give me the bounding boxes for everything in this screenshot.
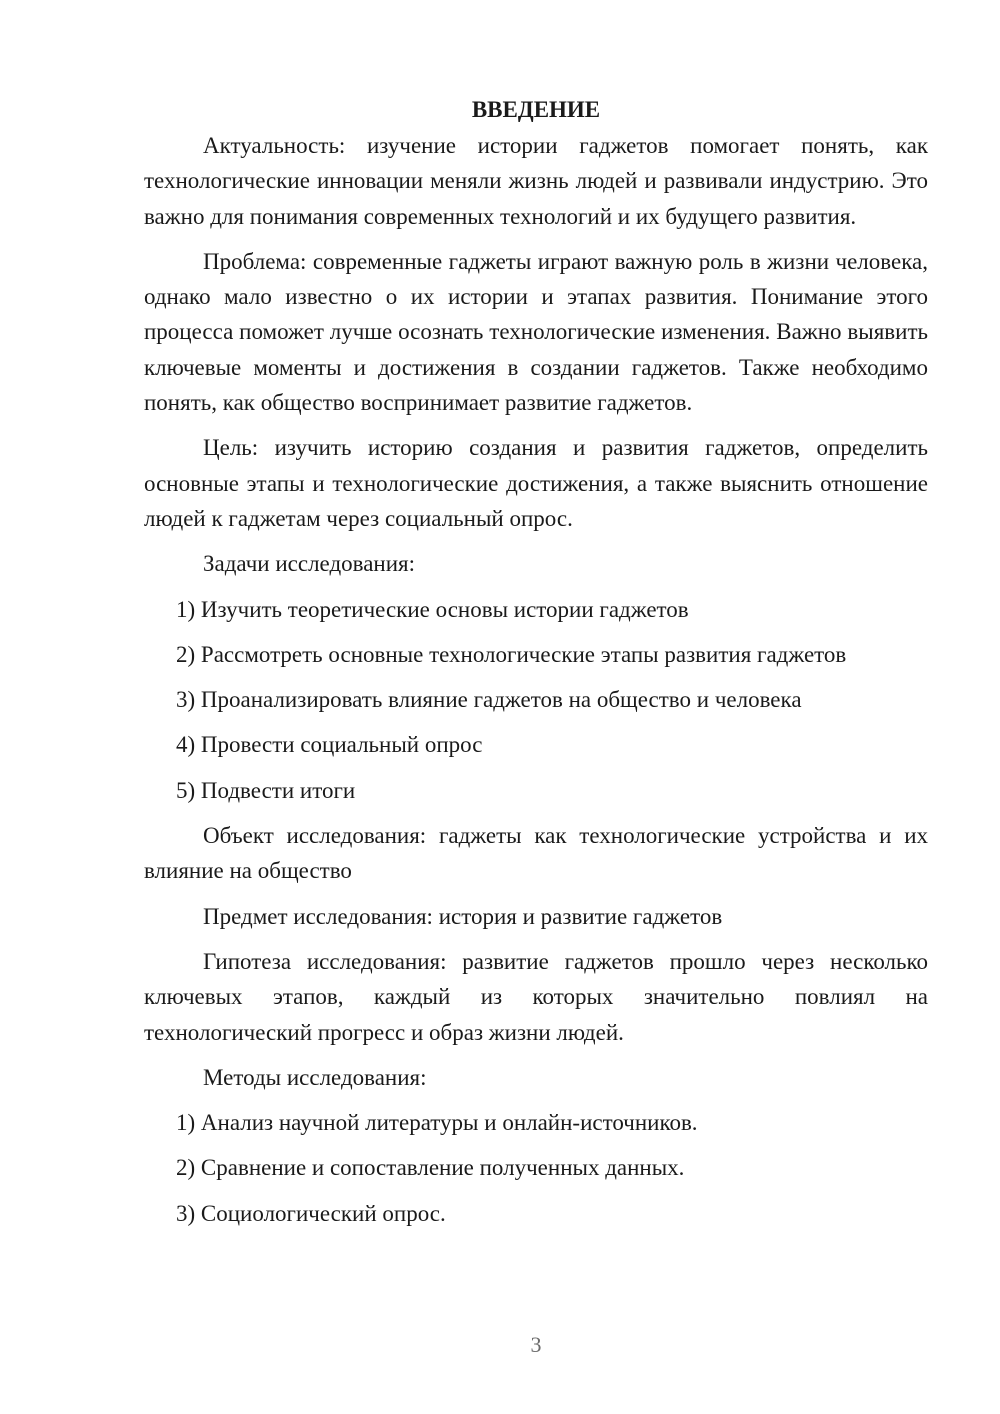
page-number: 3 [530,1332,542,1357]
list-item: 1) Изучить теоретические основы истории гаджетов [176,596,689,622]
relevance-paragraph: Актуальность: изучение истории гаджетов помогает понять, как технологические инновации меняли жизнь людей и развивали индустрию. Это важно для понимания современных технологий и их будущего развития. [144,133,928,229]
list-item: 2) Сравнение и сопоставление полученных данных. [176,1155,685,1181]
list-item: 3) Социологический опрос. [176,1200,446,1226]
list-item: 3) Проанализировать влияние гаджетов на общество и человека [176,687,802,713]
list-item: 2) Рассмотреть основные технологические этапы развития гаджетов [176,641,847,667]
object-paragraph: Объект исследования: гаджеты как технологические устройства и их влияние на общество [144,823,928,884]
methods-list [144,1105,928,1231]
list-item: 4) Провести социальный опрос [176,732,483,758]
list-item: 1) Анализ научной литературы и онлайн-источников. [176,1110,698,1136]
subject-paragraph: Предмет исследования: история и развитие гаджетов [203,903,723,929]
document-page [144,92,928,1241]
methods-title: Методы исследования: [203,1064,427,1090]
goal-paragraph: Цель: изучить историю создания и развития гаджетов, определить основные этапы и технологические достижения, а также выяснить отношение людей к гаджетам через социальный опрос. [144,435,928,531]
list-item: 5) Подвести итоги [176,777,356,803]
tasks-title: Задачи исследования: [203,551,416,577]
hypothesis-paragraph: Гипотеза исследования: развитие гаджетов прошло через несколько ключевых этапов, каждый из которых значительно повлиял на технологический прогресс и образ жизни людей. [144,948,928,1045]
tasks-list [144,592,928,808]
problem-paragraph: Проблема: современные гаджеты играют важную роль в жизни человека, однако мало известно о их истории и этапах развития. Понимание этого процесса поможет лучше осознать технологические изменения. Важно выявить ключевые моменты и достижения в создании гаджетов. Также необходимо понять, как общество воспринимает развитие гаджетов. [144,248,928,416]
section-heading: ВВЕДЕНИЕ [471,97,601,122]
